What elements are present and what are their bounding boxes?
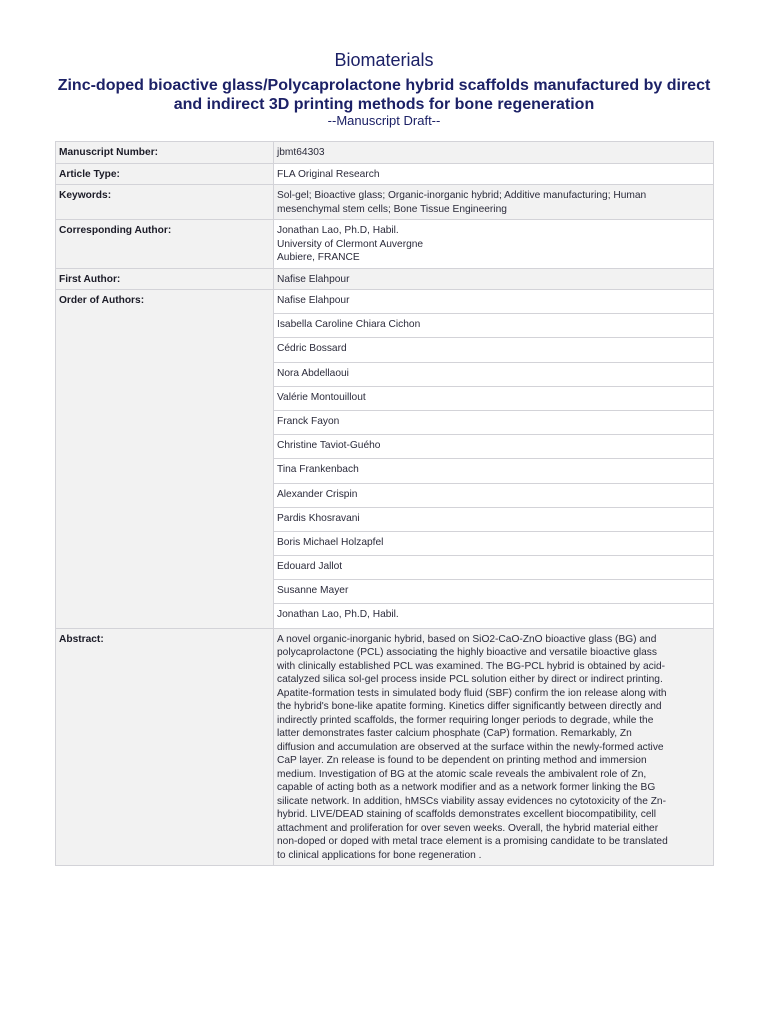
abstract-line: non-doped or doped with metal trace element is a promising candidate to be translated — [277, 836, 668, 848]
abstract-line: the hybrid's bone-like apatite forming. Kinetics differ significantly between directly and — [277, 701, 662, 713]
row-manuscript-number — [56, 142, 714, 164]
abstract-label: Abstract: — [56, 628, 274, 866]
manuscript-number-label: Manuscript Number: — [56, 142, 274, 164]
abstract-line: medium. Investigation of BG at the atomic scale reveals the ambivalent role of Zn, — [277, 768, 647, 780]
author-item: Valérie Montouillout — [274, 387, 713, 411]
title-line-1: Zinc-doped bioactive glass/Polycaprolactone hybrid scaffolds manufactured by direct — [57, 77, 711, 94]
document-header — [0, 48, 768, 128]
order-of-authors-label: Order of Authors: — [56, 290, 274, 629]
row-corresponding-author — [56, 220, 714, 269]
author-item: Edouard Jallot — [274, 556, 713, 580]
draft-label: --Manuscript Draft-- — [327, 113, 441, 128]
keywords-value — [274, 185, 714, 220]
corresponding-author-label: Corresponding Author: — [56, 220, 274, 269]
keywords-line-1: Sol-gel; Bioactive glass; Organic-inorganic hybrid; Additive manufacturing; Human — [277, 190, 647, 201]
abstract-line: A novel organic-inorganic hybrid, based on SiO2-CaO-ZnO bioactive glass (BG) and — [277, 633, 657, 645]
first-author-value: Nafise Elahpour — [274, 268, 714, 290]
abstract-line: to clinical applications for bone regeneration . — [277, 849, 482, 861]
abstract-line: polycaprolactone (PCL) associating the highly bioactive and versatile bioactive glass — [277, 647, 657, 659]
author-item: Tina Frankenbach — [274, 459, 713, 483]
abstract-line: attachment and proliferation for over seven weeks. Overall, the hybrid material either — [277, 822, 659, 834]
author-item: Cédric Bossard — [274, 338, 713, 362]
abstract-line: latter demonstrates faster calcium phosphate (CaP) formation. Remarkably, Zn — [277, 728, 632, 740]
keywords-label: Keywords: — [56, 185, 274, 220]
author-item: Jonathan Lao, Ph.D, Habil. — [277, 609, 399, 621]
order-of-authors-list — [274, 290, 714, 629]
corresponding-author-name: Jonathan Lao, Ph.D, Habil. — [277, 225, 399, 236]
author-item: Susanne Mayer — [274, 580, 713, 604]
author-item: Isabella Caroline Chiara Cichon — [274, 314, 713, 338]
author-item: Nafise Elahpour — [274, 290, 713, 314]
author-item: Alexander Crispin — [274, 484, 713, 508]
abstract-line: diffusion and accumulation are observed at the surface within the newly-formed active — [277, 741, 664, 753]
author-item: Pardis Khosravani — [274, 508, 713, 532]
author-item: Franck Fayon — [274, 411, 713, 435]
row-order-of-authors — [56, 290, 714, 629]
corresponding-author-institution: University of Clermont Auvergne — [277, 238, 424, 250]
author-item: Boris Michael Holzapfel — [274, 532, 713, 556]
row-keywords — [56, 185, 714, 220]
abstract-line: catalyzed silica sol-gel process inside PCL solution either by direct or indirect printing. — [277, 674, 663, 686]
journal-name: Biomaterials — [334, 50, 434, 70]
abstract-line: with clinically established PCL was examined. The BG-PCL hybrid is obtained by acid- — [277, 660, 666, 672]
article-type-value: FLA Original Research — [274, 163, 714, 185]
row-article-type — [56, 163, 714, 185]
first-author-label: First Author: — [56, 268, 274, 290]
row-first-author — [56, 268, 714, 290]
abstract-line: capable of acting both as a network modifier and as a network former linking the BG — [277, 782, 656, 794]
manuscript-title — [0, 76, 768, 114]
author-item: Nora Abdellaoui — [274, 363, 713, 387]
abstract-line: hybrid. LIVE/DEAD staining of scaffolds demonstrates excellent biocompatibility, cell — [277, 809, 657, 821]
abstract-line: silicate network. In addition, hMSCs viability assay evidences no cytotoxicity of the Zn- — [277, 795, 666, 807]
manuscript-number-value: jbmt64303 — [274, 142, 714, 164]
title-line-2: and indirect 3D printing methods for bone regeneration — [173, 96, 595, 113]
abstract-line: CaP layer. Zn release is found to be dependent on printing method and immersion — [277, 755, 647, 767]
author-item: Christine Taviot-Guého — [274, 435, 713, 459]
article-type-label: Article Type: — [56, 163, 274, 185]
abstract-line: Apatite-formation tests in simulated body fluid (SBF) confirm the ion release along with — [277, 687, 667, 699]
row-abstract — [56, 628, 714, 866]
corresponding-author-value — [274, 220, 714, 269]
abstract-text — [274, 628, 714, 866]
abstract-line: indirectly printed scaffolds, the former requiring longer periods to degrade, while the — [277, 714, 654, 726]
keywords-line-2: mesenchymal stem cells; Bone Tissue Engineering — [277, 203, 507, 215]
corresponding-author-location: Aubiere, FRANCE — [277, 252, 360, 263]
manuscript-metadata-table — [55, 141, 714, 866]
